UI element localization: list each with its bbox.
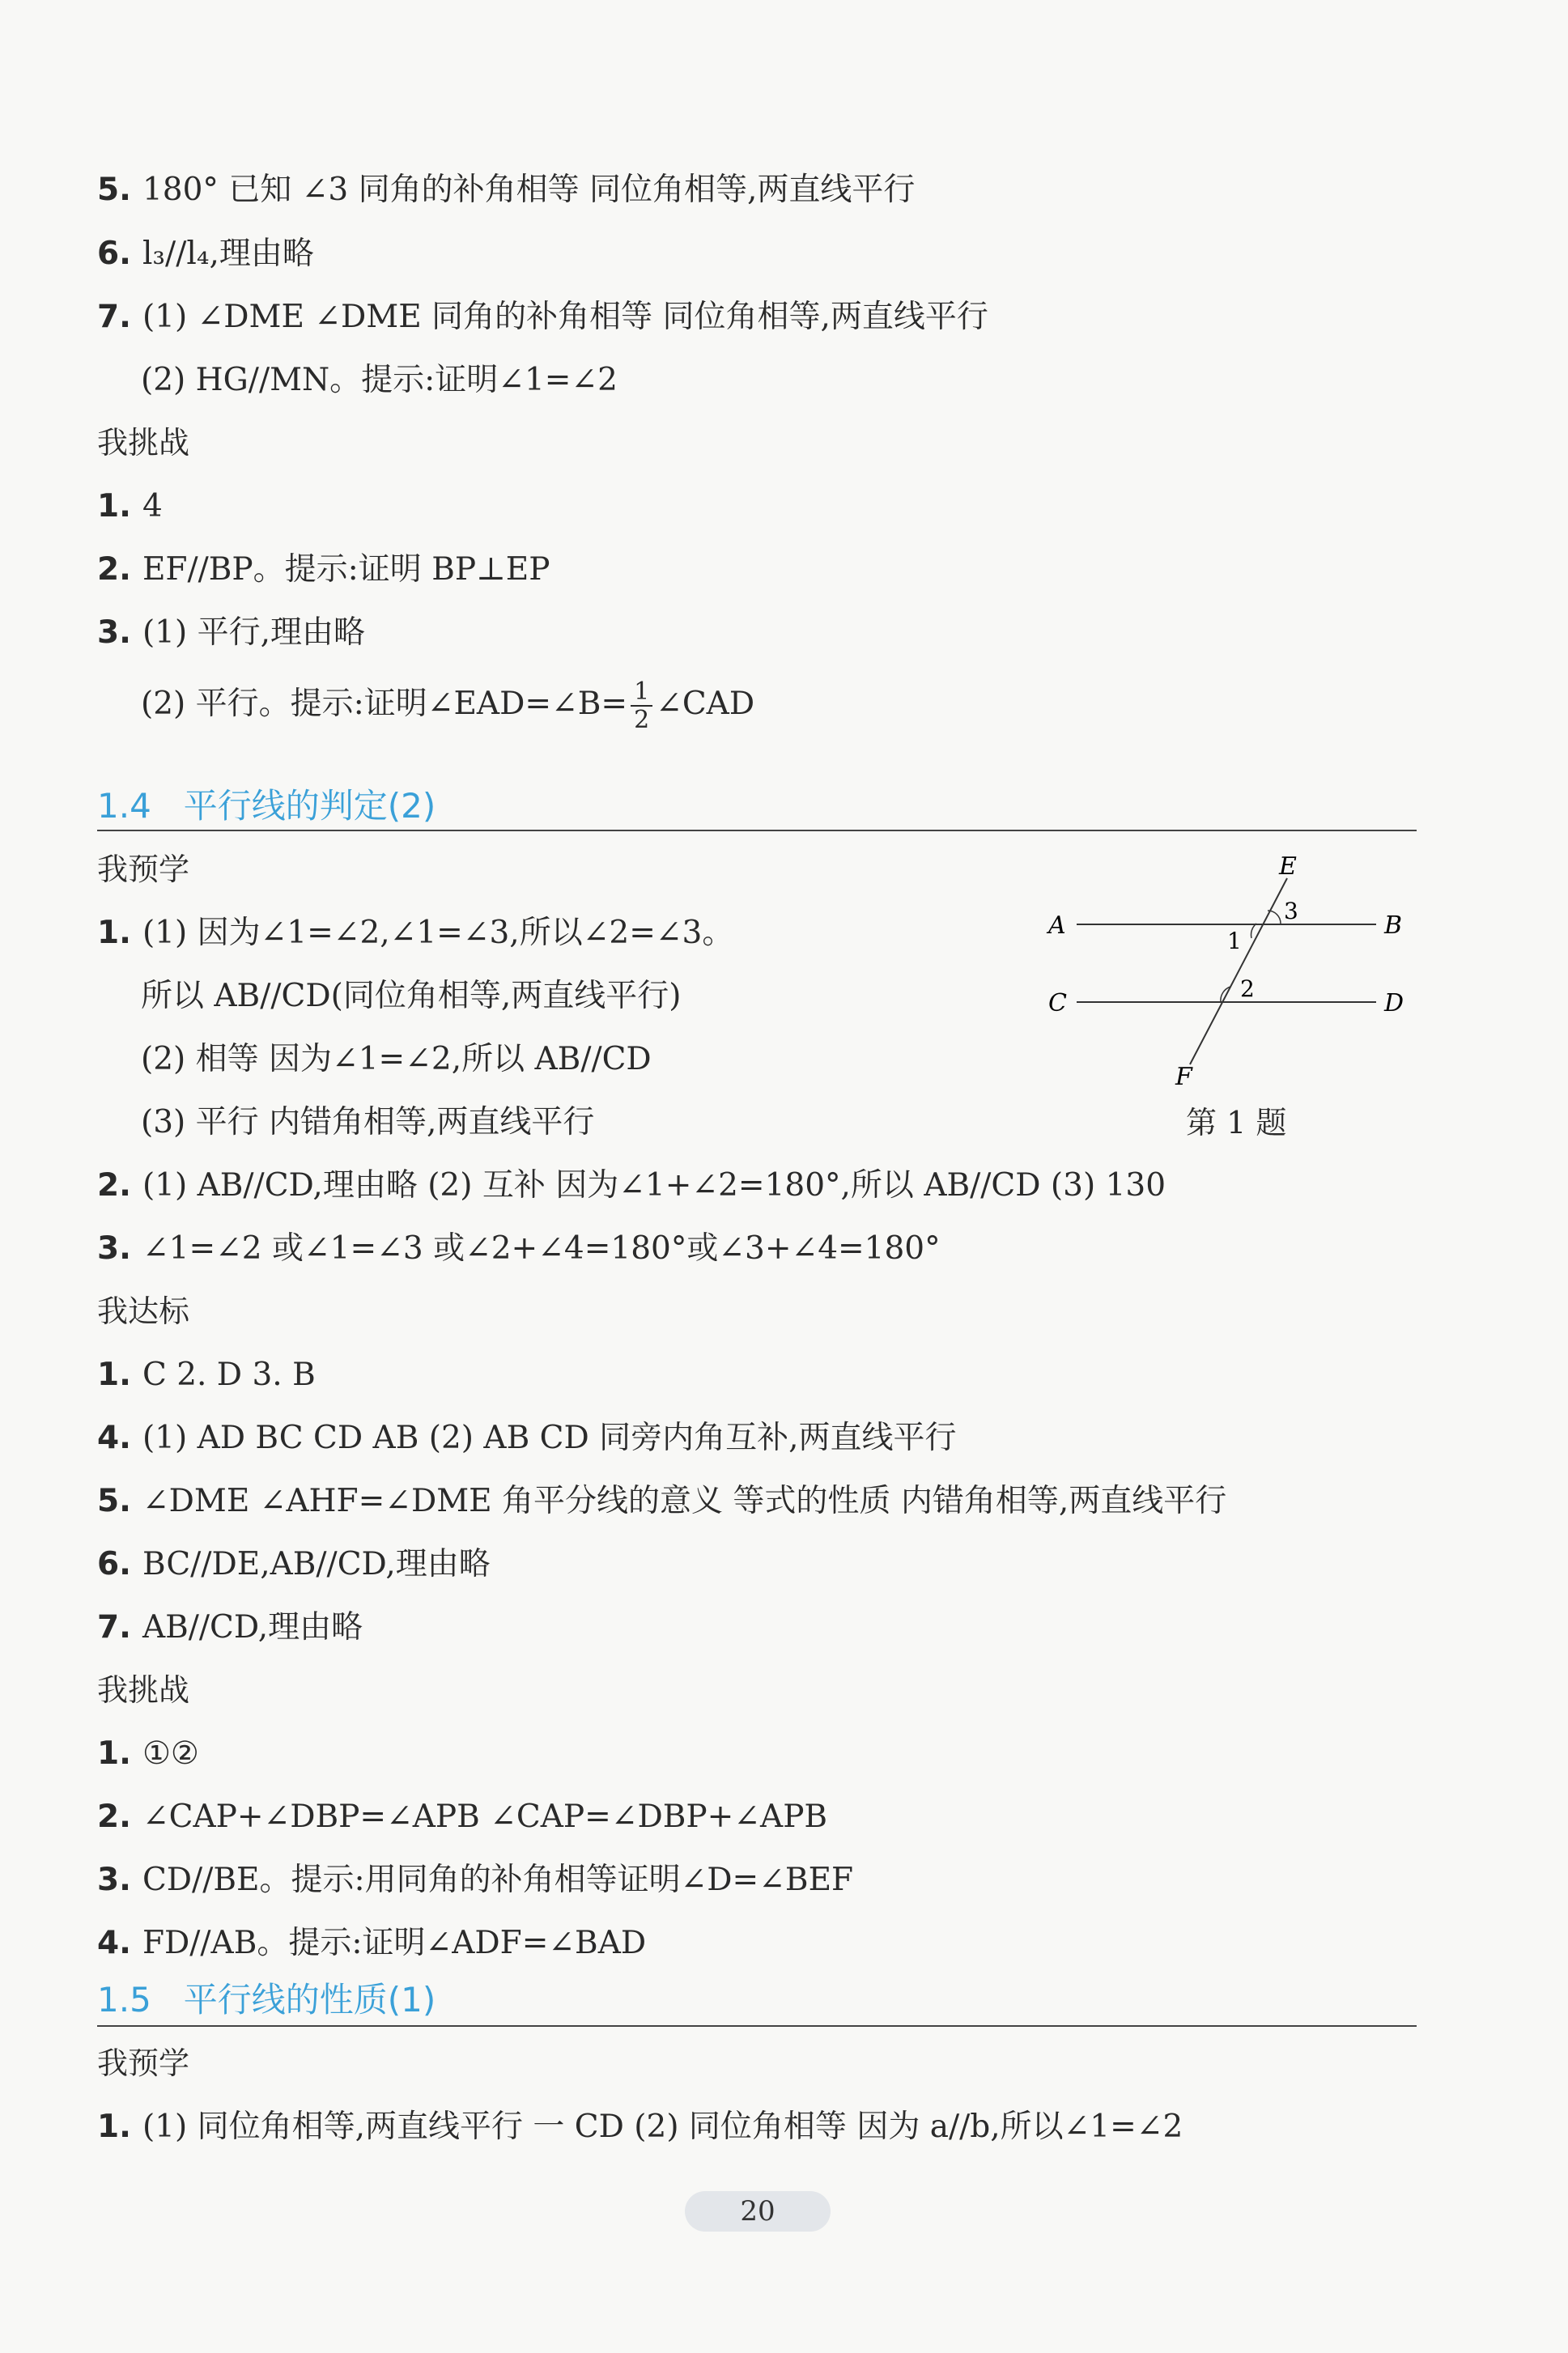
answer-line: 4. FD//AB。提示:证明∠ADF=∠BAD	[97, 1925, 647, 1961]
subheading-challenge: 我挑战	[97, 425, 190, 461]
answer-line-fraction: (2) 平行。提示:证明∠EAD=∠B= $\frac{1}{2}$ ∠CAD	[141, 677, 755, 734]
answer-line: 6. BC//DE,AB//CD,理由略	[97, 1546, 491, 1582]
answer-line: 4. (1) AD BC CD AB (2) AB CD 同旁内角互补,两直线平行	[97, 1420, 957, 1456]
label-e: E	[1279, 854, 1297, 881]
section-title-1-4: 1.4 平行线的判定(2)	[97, 786, 436, 826]
answer-line: 6. l₃//l₄,理由略	[97, 236, 314, 272]
answer-line: 3. ∠1=∠2 或∠1=∠3 或∠2+∠4=180°或∠3+∠4=180°	[97, 1230, 941, 1267]
answer-line: 7. AB//CD,理由略	[97, 1609, 363, 1646]
answer-line: 5. ∠DME ∠AHF=∠DME 角平分线的意义 等式的性质 内错角相等,两直线平行	[97, 1483, 1227, 1519]
answer-line: 2. EF//BP。提示:证明 BP⊥EP	[97, 551, 550, 588]
figure-caption: 第 1 题	[1186, 1105, 1287, 1140]
fraction: $\frac{1}{2}$	[631, 678, 652, 733]
section-divider	[97, 830, 1417, 831]
label-c: C	[1048, 989, 1067, 1017]
angle-arc-1	[1251, 924, 1256, 938]
answer-line: 1. ①②	[97, 1735, 199, 1772]
subheading-standard: 我达标	[97, 1293, 190, 1329]
label-angle-1: 1	[1227, 928, 1242, 954]
subheading-challenge: 我挑战	[97, 1672, 190, 1708]
label-a: A	[1048, 911, 1066, 940]
answer-line: 3. (1) 平行,理由略	[97, 614, 365, 651]
label-f: F	[1175, 1063, 1192, 1091]
label-angle-3: 3	[1284, 898, 1298, 924]
answer-line: 1. (1) 因为∠1=∠2,∠1=∠3,所以∠2=∠3。	[97, 915, 734, 951]
answer-line: 1. 4	[97, 488, 163, 525]
label-b: B	[1384, 911, 1403, 940]
answer-line: (3) 平行 内错角相等,两直线平行	[141, 1104, 595, 1140]
answer-line: (2) 相等 因为∠1=∠2,所以 AB//CD	[141, 1041, 652, 1077]
section-title-1-5: 1.5 平行线的性质(1)	[97, 1980, 436, 2020]
line-ef	[1190, 878, 1287, 1064]
answer-line: 所以 AB//CD(同位角相等,两直线平行)	[141, 978, 682, 1014]
parallel-lines-figure	[1044, 854, 1417, 1097]
answer-line: 5. 180° 已知 ∠3 同角的补角相等 同位角相等,两直线平行	[97, 172, 916, 208]
answer-line: 7. (1) ∠DME ∠DME 同角的补角相等 同位角相等,两直线平行	[97, 299, 988, 335]
page-number: 20	[685, 2191, 831, 2232]
answer-line: 1. C 2. D 3. B	[97, 1357, 316, 1393]
label-angle-2: 2	[1240, 975, 1255, 1002]
subheading-preview: 我预学	[97, 852, 190, 887]
answer-line: 3. CD//BE。提示:用同角的补角相等证明∠D=∠BEF	[97, 1862, 854, 1898]
answer-line: 2. (1) AB//CD,理由略 (2) 互补 因为∠1+∠2=180°,所以 AB//CD (3) 130	[97, 1167, 1166, 1204]
subheading-preview: 我预学	[97, 2045, 190, 2081]
label-d: D	[1384, 989, 1404, 1017]
answer-line: (2) HG//MN。提示:证明∠1=∠2	[141, 362, 618, 398]
section-divider	[97, 2025, 1417, 2027]
answer-line: 2. ∠CAP+∠DBP=∠APB ∠CAP=∠DBP+∠APB	[97, 1799, 828, 1835]
answer-line: 1. (1) 同位角相等,两直线平行 一 CD (2) 同位角相等 因为 a//b,所以∠1=∠2	[97, 2109, 1183, 2145]
